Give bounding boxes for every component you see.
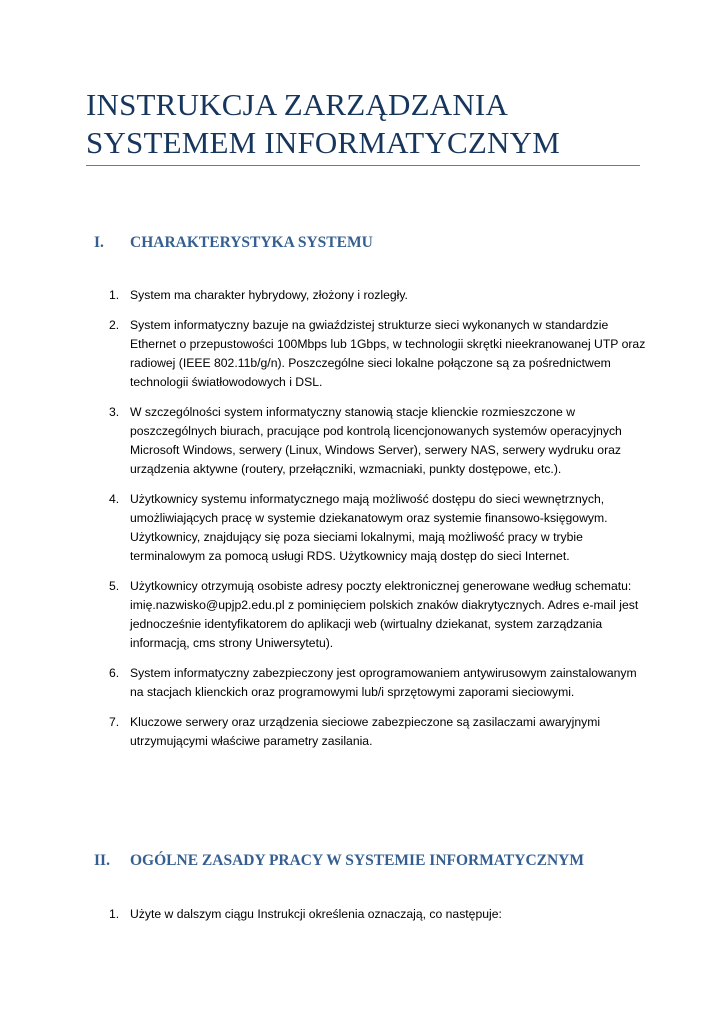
section-1-list — [0, 286, 650, 762]
list-item-text: Użytkownicy otrzymują osobiste adresy poczty elektronicznej generowane według schematu: imię.nazwisko@upjp2.edu.pl z pominięciem polskich znaków diakrytycznych. Adres e-mail jest jednocześnie identyfikatorem do aplikacji web (wirtualny dziekanat, system zarządzania informacją, cms strony Uniwersytetu). — [130, 579, 639, 650]
list-item-text: Użytkownicy systemu informatycznego mają możliwość dostępu do sieci wewnętrznych, umożliwiających pracę w systemie dziekanatowym oraz systemie finansowo-księgowym. Użytkownicy, znajdujący się poza sieciami lokalnymi, mają możliwość pracy w trybie terminalowym za pomocą usługi RDS. Użytkownicy mają dostęp do sieci Internet. — [130, 492, 608, 563]
title-underline — [86, 165, 640, 166]
section-title: OGÓLNE ZASADY PRACY W SYSTEMIE INFORMATYCZNYM — [130, 852, 584, 869]
list-item-text: Kluczowe serwery oraz urządzenia sieciowe zabezpieczone są zasilaczami awaryjnymi utrzymującymi właściwe parametry zasilania. — [130, 715, 601, 748]
section-title: CHARAKTERYSTYKA SYSTEMU — [130, 234, 373, 251]
list-item-text: W szczególności system informatyczny stanowią stacje klienckie rozmieszczone w poszczególnych biurach, pracujące pod kontrolą licencjonowanych systemów operacyjnych Microsoft Windows, serwery (Linux, Windows Server), serwery NAS, serwery wydruku oraz urządzenia aktywne (routery, przełączniki, wzmacniaki, punkty dostępowe, etc.). — [130, 405, 622, 476]
list-item-number: 1. — [109, 288, 120, 302]
section-heading-1 — [94, 233, 373, 253]
section-number: I. — [94, 234, 104, 251]
list-item-text: System informatyczny zabezpieczony jest oprogramowaniem antywirusowym zainstalowanym na stacjach klienckich oraz programowymi lub/i sprzętowymi zaporami sieciowymi. — [130, 666, 637, 699]
section-number: II. — [94, 852, 110, 869]
list-item — [0, 403, 650, 479]
list-item-number: 2. — [109, 318, 120, 332]
section-2-list — [0, 905, 650, 935]
list-item — [0, 316, 650, 392]
document-title: INSTRUKCJA ZARZĄDZANIA SYSTEMEM INFORMATYCZNYM — [86, 87, 560, 160]
list-item — [0, 905, 650, 924]
list-item-number: 6. — [109, 666, 120, 680]
list-item-text: System informatyczny bazuje na gwiaździstej strukturze sieci wykonanych w standardzie Ethernet o przepustowości 100Mbps lub 1Gbps, w technologii skrętki nieekranowanej UTP oraz radiowej (IEEE 802.11b/g/n). Poszczególne sieci lokalne połączone są za pośrednictwem technologii światłowodowych i DSL. — [130, 318, 646, 389]
list-item-number: 7. — [109, 715, 120, 729]
list-item-number: 1. — [109, 907, 120, 921]
list-item — [0, 490, 650, 566]
list-item-number: 4. — [109, 492, 120, 506]
list-item — [0, 577, 650, 653]
list-item-number: 3. — [109, 405, 120, 419]
list-item-text: System ma charakter hybrydowy, złożony i rozległy. — [130, 288, 408, 302]
list-item — [0, 713, 650, 751]
list-item — [0, 664, 650, 702]
list-item-number: 5. — [109, 579, 120, 593]
list-item — [0, 286, 650, 305]
section-heading-2 — [94, 851, 584, 871]
list-item-text: Użyte w dalszym ciągu Instrukcji określenia oznaczają, co następuje: — [130, 907, 502, 921]
